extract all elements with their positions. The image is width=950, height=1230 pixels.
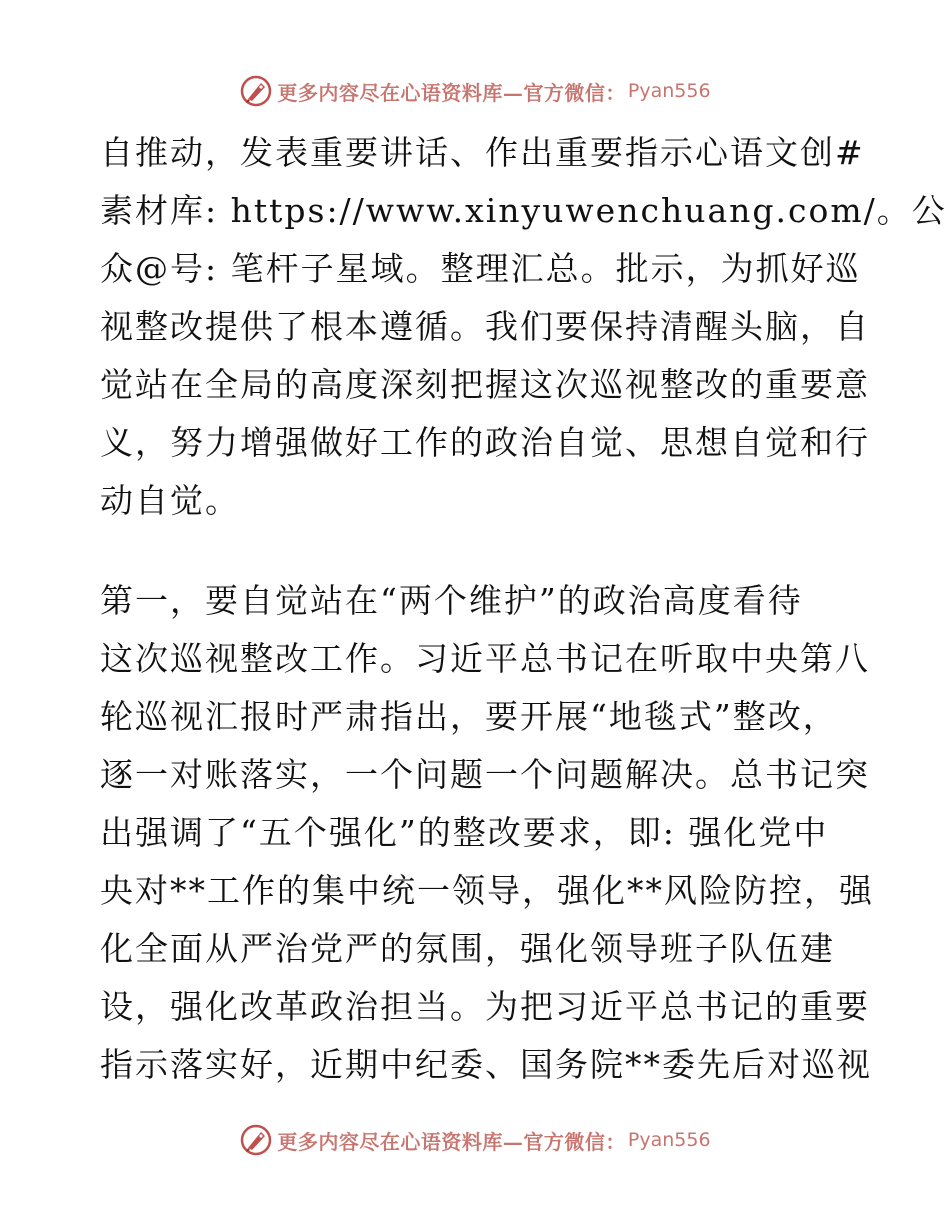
document-body	[100, 124, 947, 1094]
text-line: 化全面从严治党严的氛围，强化领导班子队伍建	[100, 929, 835, 968]
text-line: 众@号: 笔杆子星域。整理汇总。批示，为抓好巡	[100, 249, 861, 288]
paragraph-gap	[100, 530, 860, 572]
text-line: 这次巡视整改工作。习近平总书记在听取中央第八	[100, 639, 870, 678]
text-line: 义，努力增强做好工作的政治自觉、思想自觉和行	[100, 423, 870, 462]
paragraph	[100, 124, 947, 530]
paragraph	[100, 572, 874, 1094]
text-line: 出强调了“五个强化”的整改要求，即: 强化党中	[100, 813, 829, 852]
text-line: 觉站在全局的高度深刻把握这次巡视整改的重要意	[100, 365, 870, 404]
text-line: 素材库: https://www.xinyuwenchuang.com/。公	[100, 191, 947, 230]
text-line: 指示落实好，近期中纪委、国务院**委先后对巡视	[100, 1045, 872, 1084]
text-line: 自推动，发表重要讲话、作出重要指示心语文创#	[100, 133, 865, 172]
banner-text: 更多内容尽在心语资料库—官方微信：	[277, 1129, 626, 1154]
footer-banner	[0, 1120, 950, 1160]
banner-wechat-id: Pyan556	[627, 1129, 711, 1151]
text-line: 第一，要自觉站在“两个维护”的政治高度看待	[100, 581, 803, 620]
pen-nib-logo-icon	[239, 74, 273, 108]
text-line: 轮巡视汇报时严肃指出，要开展“地毯式”整改，	[100, 697, 838, 736]
text-line: 设，强化改革政治担当。为把习近平总书记的重要	[100, 987, 870, 1026]
banner-wechat-id: Pyan556	[627, 80, 711, 102]
text-line: 视整改提供了根本遵循。我们要保持清醒头脑，自	[100, 307, 870, 346]
header-banner	[0, 71, 950, 111]
text-line: 动自觉。	[100, 481, 240, 520]
text-line: 逐一对账落实，一个问题一个问题解决。总书记突	[100, 755, 870, 794]
banner-text: 更多内容尽在心语资料库—官方微信：	[277, 80, 626, 105]
text-line: 央对**工作的集中统一领导，强化**风险防控，强	[100, 871, 874, 910]
pen-nib-logo-icon	[239, 1123, 273, 1157]
